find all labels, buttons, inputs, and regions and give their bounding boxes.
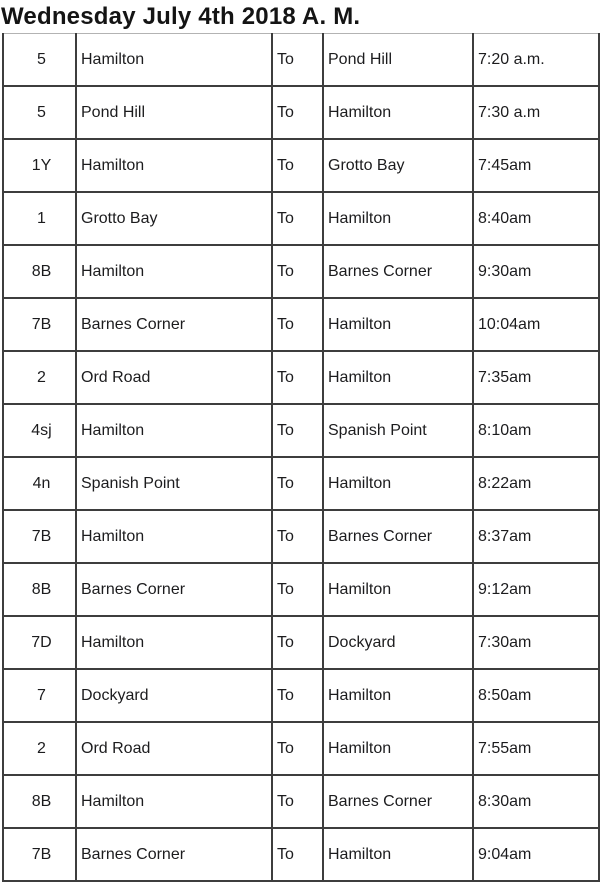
table-row xyxy=(3,669,599,722)
to-connector: To xyxy=(272,457,323,510)
origin-stop: Pond Hill xyxy=(76,86,272,139)
route-number: 2 xyxy=(3,722,76,775)
route-number: 8B xyxy=(3,775,76,828)
route-number: 7D xyxy=(3,616,76,669)
origin-stop: Hamilton xyxy=(76,775,272,828)
to-connector: To xyxy=(272,722,323,775)
departure-time: 9:12am xyxy=(473,563,599,616)
origin-stop: Hamilton xyxy=(76,616,272,669)
route-number: 7B xyxy=(3,828,76,881)
origin-stop: Hamilton xyxy=(76,510,272,563)
origin-stop: Hamilton xyxy=(76,139,272,192)
route-number: 8B xyxy=(3,563,76,616)
table-row xyxy=(3,404,599,457)
to-connector: To xyxy=(272,563,323,616)
table-row xyxy=(3,351,599,404)
departure-time: 7:30 a.m xyxy=(473,86,599,139)
origin-stop: Hamilton xyxy=(76,245,272,298)
departure-time: 7:30am xyxy=(473,616,599,669)
origin-stop: Barnes Corner xyxy=(76,563,272,616)
to-connector: To xyxy=(272,245,323,298)
destination-stop: Hamilton xyxy=(323,722,473,775)
schedule-table xyxy=(2,33,600,882)
departure-time: 9:30am xyxy=(473,245,599,298)
departure-time: 9:04am xyxy=(473,828,599,881)
route-number: 1 xyxy=(3,192,76,245)
departure-time: 7:20 a.m. xyxy=(473,34,599,87)
destination-stop: Grotto Bay xyxy=(323,139,473,192)
table-row xyxy=(3,86,599,139)
destination-stop: Hamilton xyxy=(323,192,473,245)
to-connector: To xyxy=(272,34,323,87)
origin-stop: Dockyard xyxy=(76,669,272,722)
route-number: 4sj xyxy=(3,404,76,457)
route-number: 8B xyxy=(3,245,76,298)
table-row xyxy=(3,245,599,298)
to-connector: To xyxy=(272,828,323,881)
origin-stop: Grotto Bay xyxy=(76,192,272,245)
table-row xyxy=(3,828,599,881)
destination-stop: Hamilton xyxy=(323,563,473,616)
destination-stop: Hamilton xyxy=(323,298,473,351)
departure-time: 10:04am xyxy=(473,298,599,351)
origin-stop: Hamilton xyxy=(76,404,272,457)
table-row xyxy=(3,563,599,616)
origin-stop: Ord Road xyxy=(76,351,272,404)
departure-time: 7:45am xyxy=(473,139,599,192)
page-title: Wednesday July 4th 2018 A. M. xyxy=(1,3,361,30)
table-row xyxy=(3,457,599,510)
departure-time: 8:37am xyxy=(473,510,599,563)
route-number: 5 xyxy=(3,34,76,87)
table-row xyxy=(3,139,599,192)
departure-time: 8:30am xyxy=(473,775,599,828)
destination-stop: Pond Hill xyxy=(323,34,473,87)
destination-stop: Hamilton xyxy=(323,86,473,139)
destination-stop: Barnes Corner xyxy=(323,775,473,828)
table-row xyxy=(3,298,599,351)
to-connector: To xyxy=(272,86,323,139)
table-row xyxy=(3,34,599,87)
table-row xyxy=(3,775,599,828)
route-number: 5 xyxy=(3,86,76,139)
destination-stop: Hamilton xyxy=(323,351,473,404)
route-number: 7 xyxy=(3,669,76,722)
destination-stop: Dockyard xyxy=(323,616,473,669)
origin-stop: Spanish Point xyxy=(76,457,272,510)
to-connector: To xyxy=(272,669,323,722)
destination-stop: Hamilton xyxy=(323,457,473,510)
table-row xyxy=(3,616,599,669)
departure-time: 7:55am xyxy=(473,722,599,775)
table-row xyxy=(3,192,599,245)
origin-stop: Barnes Corner xyxy=(76,298,272,351)
to-connector: To xyxy=(272,351,323,404)
destination-stop: Barnes Corner xyxy=(323,510,473,563)
route-number: 1Y xyxy=(3,139,76,192)
destination-stop: Hamilton xyxy=(323,669,473,722)
departure-time: 8:10am xyxy=(473,404,599,457)
to-connector: To xyxy=(272,510,323,563)
departure-time: 8:40am xyxy=(473,192,599,245)
table-row xyxy=(3,510,599,563)
to-connector: To xyxy=(272,192,323,245)
destination-stop: Barnes Corner xyxy=(323,245,473,298)
origin-stop: Barnes Corner xyxy=(76,828,272,881)
origin-stop: Ord Road xyxy=(76,722,272,775)
to-connector: To xyxy=(272,298,323,351)
departure-time: 8:22am xyxy=(473,457,599,510)
route-number: 7B xyxy=(3,510,76,563)
departure-time: 7:35am xyxy=(473,351,599,404)
route-number: 7B xyxy=(3,298,76,351)
to-connector: To xyxy=(272,404,323,457)
destination-stop: Hamilton xyxy=(323,828,473,881)
table-row xyxy=(3,722,599,775)
schedule-table-body xyxy=(3,34,599,882)
route-number: 2 xyxy=(3,351,76,404)
destination-stop: Spanish Point xyxy=(323,404,473,457)
departure-time: 8:50am xyxy=(473,669,599,722)
to-connector: To xyxy=(272,139,323,192)
route-number: 4n xyxy=(3,457,76,510)
to-connector: To xyxy=(272,616,323,669)
origin-stop: Hamilton xyxy=(76,34,272,87)
to-connector: To xyxy=(272,775,323,828)
